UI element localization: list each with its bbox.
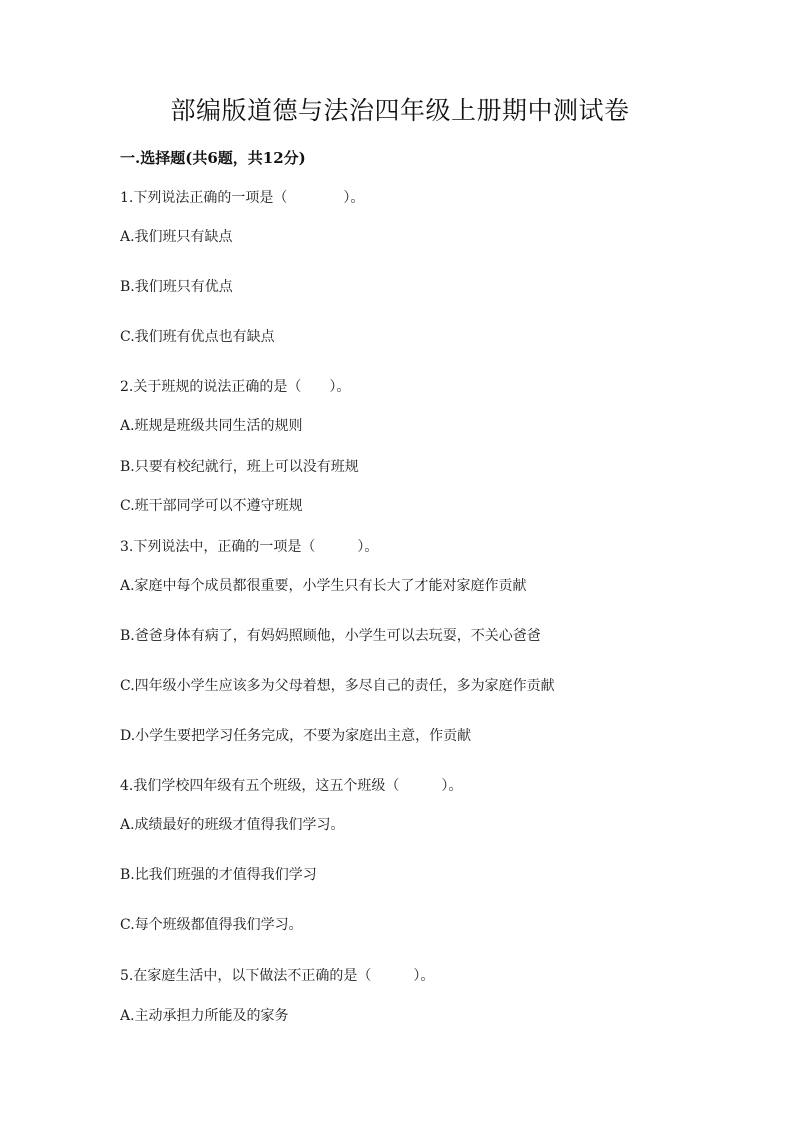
- question-5-option-a: A.主动承担力所能及的家务: [120, 1008, 289, 1024]
- question-1-option-a: A.我们班只有缺点: [120, 229, 233, 245]
- question-5-stem: 5.在家庭生活中，以下做法不正确的是（ ）。: [120, 968, 435, 984]
- question-3-stem: 3.下列说法中，正确的一项是（ ）。: [120, 539, 379, 555]
- exam-title: 部编版道德与法治四年级上册期中测试卷: [170, 96, 630, 125]
- section-heading: 一.选择题(共6题，共12分): [120, 149, 306, 167]
- question-3-option-d: D.小学生要把学习任务完成，不要为家庭出主意，作贡献: [120, 728, 472, 744]
- question-2-option-c: C.班干部同学可以不遵守班规: [120, 498, 303, 514]
- question-3-option-c: C.四年级小学生应该多为父母着想，多尽自己的责任，多为家庭作贡献: [120, 678, 555, 694]
- question-2-stem: 2.关于班规的说法正确的是（ ）。: [120, 379, 351, 395]
- question-3-option-a: A.家庭中每个成员都很重要，小学生只有长大了才能对家庭作贡献: [120, 578, 527, 594]
- question-1-option-b: B.我们班只有优点: [120, 279, 233, 295]
- question-4-option-b: B.比我们班强的才值得我们学习: [120, 867, 317, 883]
- question-1-stem: 1.下列说法正确的一项是（ ）。: [120, 190, 365, 206]
- question-2-option-b: B.只要有校纪就行，班上可以没有班规: [120, 459, 359, 475]
- question-4-option-a: A.成绩最好的班级才值得我们学习。: [120, 817, 345, 833]
- question-2-option-a: A.班规是班级共同生活的规则: [120, 418, 303, 434]
- question-3-option-b: B.爸爸身体有病了，有妈妈照顾他，小学生可以去玩耍，不关心爸爸: [120, 628, 541, 644]
- question-4-stem: 4.我们学校四年级有五个班级，这五个班级（ ）。: [120, 778, 463, 794]
- question-4-option-c: C.每个班级都值得我们学习。: [120, 917, 303, 933]
- question-1-option-c: C.我们班有优点也有缺点: [120, 329, 275, 345]
